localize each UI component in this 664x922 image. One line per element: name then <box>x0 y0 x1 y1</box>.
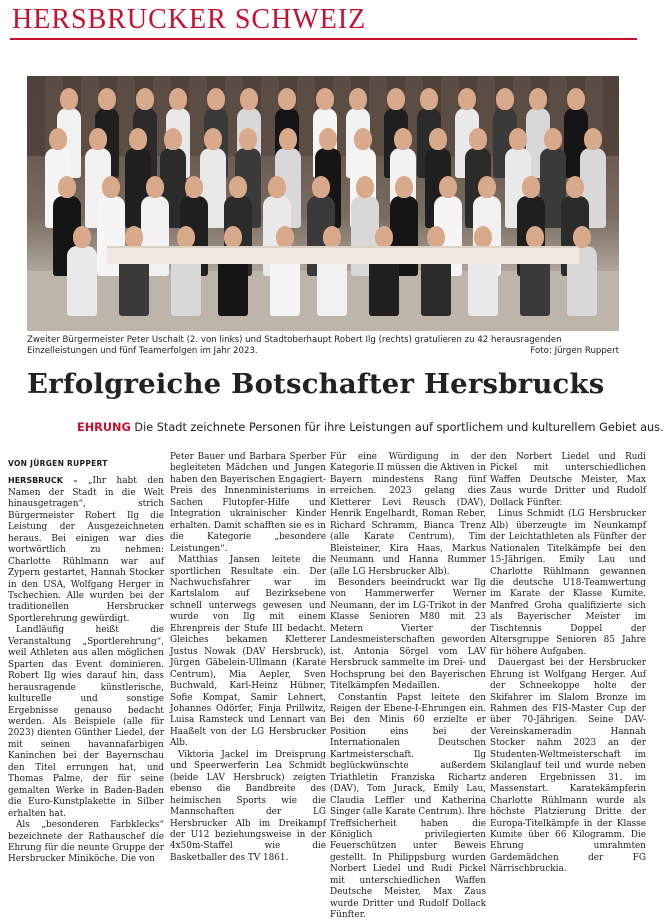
person-head <box>278 88 296 110</box>
person-head <box>146 176 164 198</box>
photo-caption <box>27 335 619 357</box>
person-head <box>240 88 258 110</box>
paragraph <box>8 475 164 625</box>
person-head <box>224 226 242 248</box>
person-head <box>394 128 412 150</box>
person-head <box>60 88 78 110</box>
article-column-1 <box>8 458 164 865</box>
photo-credit: Foto: Jürgen Ruppert <box>530 346 619 356</box>
person-head <box>125 226 143 248</box>
person-head <box>458 88 476 110</box>
person-head <box>529 88 547 110</box>
person-head <box>185 176 203 198</box>
person-head <box>316 88 334 110</box>
person-head <box>566 176 584 198</box>
person-head <box>469 128 487 150</box>
person-head <box>427 226 445 248</box>
paragraph: den Norbert Liedel und Rudi Pickel mit unterschiedlichen Waffen Deutsche Meister, Max Zaus wurde Dritter und Rudolf Dollack Fünfter. <box>490 452 646 508</box>
person-head <box>387 88 405 110</box>
topic-tag: EHRUNG <box>77 421 131 434</box>
person-head <box>356 176 374 198</box>
section-divider <box>10 38 637 40</box>
paragraph: Linus Schmidt (LG Hersbrucker Alb) überzeugte im Neunkampf der Leichtathleten als Fünfter der Nationalen Titelkämpfe bei den 15-Jährigen. Emily Lau und Charlotte Rühlmann gewannen die deutsche U18-Teamwertung im Karate der Klasse Kumite. Manfred Groha qualifizierte sich als Bayerischer Meister im Tischtennis Doppel der Altersgruppe Senioren 85 Jahre für höhere Aufgaben. <box>490 509 646 657</box>
paragraph: Viktoria Jackel im Dreisprung und Speerwerferin Lea Schmidt (beide LAV Hersbruck) zeigten ebenso die Bandbreite des heimischen Sports wie die Mannschaften der LG Hersbrucker Alb im Dreikampf der U12 beziehungsweise in der 4x50m-Staffel wie die Basketballer des TV 1861. <box>170 749 326 863</box>
paragraph: Besonders beeindruckt war Ilg von Hammerwerfer Werner Neumann, der im LG-Trikot in der Klasse Senioren M80 mit 23 Metern Vierter der Landesmeisterschaften geworden ist. Antonia Sörgel vom LAV Hersbruck sammelte im Drei- und Hochsprung bei den Bayerischen Titelkämpfen Medaillen. <box>330 577 486 692</box>
paragraph: Landläufig heißt die Veranstaltung „Sportlerehrung“, weil Athleten aus allen möglichen Sparten das Event dominieren. Robert Ilg wies darauf hin, dass herausragende künstlerische, kulturelle und sonstige Ergebnisse genauso bedacht werden. Als Beispiele (alle für 2023) dienten Günther Liedel, der mit seinen havannafarbigen Kaninchen bei der Bayernschau den Titel errungen hat, und Thomas Palme, der für seine gemalten Werke in Baden-Baden die Euro-Kunstplakette in Silber erhalten hat. <box>8 625 164 819</box>
person-head <box>323 226 341 248</box>
person-head <box>89 128 107 150</box>
person-head <box>349 88 367 110</box>
paragraph: Als „besonderen Farbklecks“ bezeichnete der Rathauschef die Ehrung für die neunte Gruppe der Hersbrucker Miniköche. Die von <box>8 820 164 865</box>
person-head <box>319 128 337 150</box>
person-head <box>544 128 562 150</box>
paragraph: Für eine Würdigung in der Kategorie II müssen die Aktiven in Bayern mindestens Rang fünf erreichen. 2023 gelang dies Kletterer Levi Reusch (DAV), Henrik Engelhardt, Roman Reber, Richard Schramm, Bianca Trenz (alle Karate Centrum), Tim Bleisteiner, Kira Haas, Markus Neumann und Hanna Rummer (alle LG Hersbrucker Alb). <box>330 452 486 577</box>
person-head <box>439 176 457 198</box>
group-photo <box>27 76 619 331</box>
article-column-2 <box>170 452 326 863</box>
person-head <box>207 88 225 110</box>
paragraph: Peter Bauer und Barbara Sperber begleiteten Mädchen und Jungen haben den Bayerischen Engagiert-Preis des Innenministeriums in Sachen Flutopfer-Hilfe und Integration ukrainischer Kinder erhalten. Damit schafften sie es in die Kategorie „besondere Leistungen“. <box>170 452 326 554</box>
person-head <box>496 88 514 110</box>
person-head <box>354 128 372 150</box>
byline: VON JÜRGEN RUPPERT <box>8 459 108 468</box>
person-head <box>567 88 585 110</box>
person-head <box>276 226 294 248</box>
person-head <box>136 88 154 110</box>
person-head <box>102 176 120 198</box>
person-head <box>395 176 413 198</box>
person-head <box>169 88 187 110</box>
person-head <box>474 226 492 248</box>
photo-table <box>107 246 579 264</box>
person-head <box>429 128 447 150</box>
article-headline: Erfolgreiche Botschafter Hersbrucks <box>27 368 605 400</box>
person-head <box>268 176 286 198</box>
person-head <box>478 176 496 198</box>
person-head <box>58 176 76 198</box>
section-title: HERSBRUCKER SCHWEIZ <box>12 4 367 35</box>
person-head <box>204 128 222 150</box>
person-head <box>49 128 67 150</box>
person-head <box>229 176 247 198</box>
subline-text: Die Stadt zeichnete Personen für ihre Leistungen auf sportlichem und kulturellem Gebiet aus. <box>134 421 664 434</box>
person-head <box>509 128 527 150</box>
article-subline <box>77 421 664 434</box>
paragraph: Dauergast bei der Hersbrucker Ehrung ist Wolfgang Herger. Auf der Schneekoppe holte der Skifahrer im Slalom Bronze im Rahmen des FIS-Master Cup der über 70-Jährigen. Seine DAV-Vereinskameradin Hannah Stocker nahm 2023 an der Studenten-Weltmeisterschaft im Skilanglauf teil und wurde neben anderen Ergebnissen 31. im Massenstart. Karatekämpferin Charlotte Rühlmann wurde als höchste Platzierung Dritte der Europa-Titelkämpfe in der Klasse Kumite über 66 Kilogramm. Die Ehrung umrahmten Gardemädchen der FG Närrischbruckia. <box>490 658 646 875</box>
person-head <box>420 88 438 110</box>
article-column-4 <box>490 452 646 875</box>
article-column-3 <box>330 452 486 921</box>
person-head <box>312 176 330 198</box>
person-body <box>67 246 97 316</box>
person-head <box>177 226 195 248</box>
person-head <box>73 226 91 248</box>
person-head <box>522 176 540 198</box>
person-head <box>164 128 182 150</box>
person-head <box>279 128 297 150</box>
caption-text: Zweiter Bürgermeister Peter Uschalt (2. von links) und Stadtoberhaupt Robert Ilg (rechts) gratulieren zu 42 herausragenden Einzelleistungen und fünf Teamerfolgen im Jahr 2023. <box>27 335 562 356</box>
person-head <box>526 226 544 248</box>
person-head <box>375 226 393 248</box>
person-head <box>239 128 257 150</box>
person-head <box>98 88 116 110</box>
paragraph: Constantin Papst leitete den Reigen der Ebene-I-Ehrungen ein. Bei den Minis 60 erzielte er Position eins bei der Internationalen Deutschen Kartmeisterschaft. Ilg beglückwünschte außerdem Triathletin Franziska Richartz (DAV), Tom Jurack, Emily Lau, Claudia Leffler und Katherina Singer (alle Karate Centrum). Ihre Treffsicherheit haben die Königlich privilegierten Feuerschützen unter Beweis gestellt. In Philippsburg wurden Norbert Liedel und Rudi Pickel mit unterschiedlichen Waffen Deutsche Meister, Max Zaus wurde Dritter und Rudolf Dollack Fünfter. <box>330 692 486 921</box>
person-head <box>129 128 147 150</box>
paragraph-text: „Ihr habt den Namen der Stadt in die Welt hinausgetragen“, strich Bürgermeister Robert Ilg die Leistung der Ausgezeichneten heraus. Bei einigen war dies wortwörtlich zu nehmen: Charlotte Rühlmann war auf Zypern gestartet, Hannah Stocker in den USA, Wolfgang Herger in Tschechien. Alle wurden bei der traditionellen Hersbrucker Sportlerehrung gewürdigt. <box>8 476 164 624</box>
person-head <box>584 128 602 150</box>
person-head <box>573 226 591 248</box>
dateline: HERSBRUCK – <box>8 476 78 486</box>
paragraph: Matthias Jansen leitete die sportlichen Resultate ein. Der Nachwuchsfahrer war im Kartslalom auf Bezirksebene schnell unterwegs gewesen und wurde von Ilg mit einem Ehrenpreis der Stufe III bedacht. Gleiches bekamen Kletterer Justus Nowak (DAV Hersbruck), Jürgen Gäbelein-Ullmann (Karate Centrum), Mia Aepler, Sven Buchwald, Karl-Heinz Hübner, Sofie Kompat, Samir Lehnert, Johannes Odörfer, Finja Prillwitz, Luisa Ramsteck und Lennart van Haaßelt von der LG Hersbrucker Alb. <box>170 555 326 749</box>
